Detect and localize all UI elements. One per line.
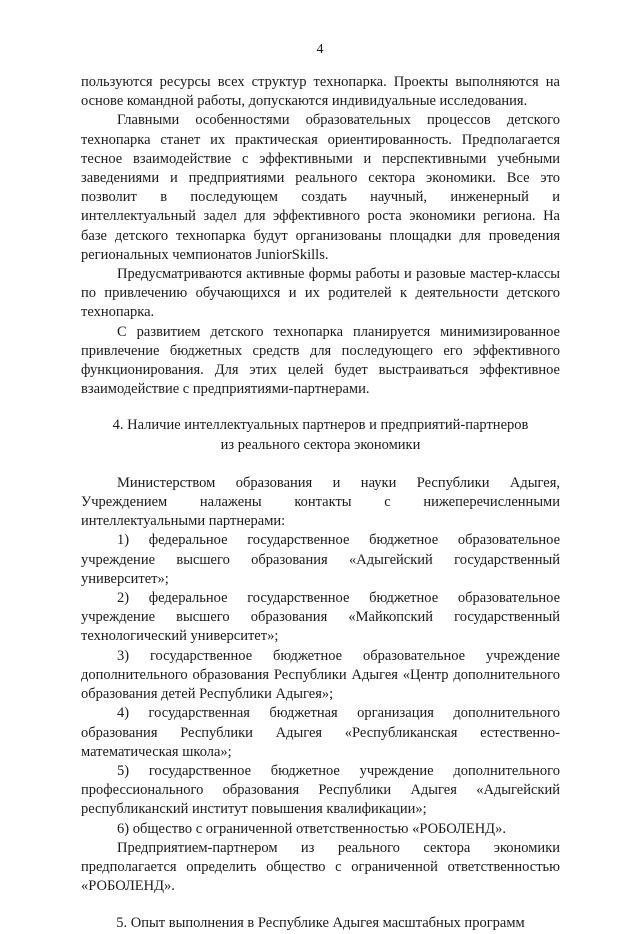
partner-item-4: 4) государственная бюджетная организация дополнительного образования Республики Адыгея «Республиканская естественно-математическая школа»; — [81, 705, 560, 760]
section-4-heading-line1: 4. Наличие интеллектуальных партнеров и предприятий-партнеров — [112, 417, 529, 434]
section-5-heading: 5. Опыт выполнения в Республике Адыгея масштабных программ — [116, 915, 525, 932]
paragraph-budget: С развитием детского технопарка планируется минимизированное привлечение бюджетных средств для последующего его эффективного функционирования. Для этих целей будет выстраиваться эффективное взаимодействие с предприятиями-партнерами. — [81, 323, 560, 398]
paragraph-continuation: пользуются ресурсы всех структур технопарка. Проекты выполняются на основе командной работы, допускаются индивидуальные исследования. — [81, 74, 560, 110]
partner-item-5: 5) государственное бюджетное учреждение дополнительного профессионального образования Республики Адыгея «Адыгейский республиканский институт повышения квалификации»; — [81, 762, 560, 818]
paragraph-masterclasses: Предусматриваются активные формы работы и разовые мастер-классы по привлечению обучающихся и их родителей к деятельности детского технопарка. — [81, 266, 560, 321]
section-4-heading — [81, 416, 560, 454]
section-4-heading-line2: из реального сектора экономики — [220, 436, 421, 453]
section-4-intro: Министерством образования и науки Республики Адыгея, Учреждением налажены контакты с нижеперечисленными интеллектуальными партнерами: — [81, 474, 560, 530]
paragraph-features: Главными особенностями образовательных процессов детского технопарка станет их практическая ориентированность. Предполагается тесное взаимодействие с эффективными и перспективными учебными заведениями и предприятиями реального сектора экономики. Все это позволит в последующем создать научный, инженерный и интеллектуальный задел для эффективного роста экономики региона. На базе детского технопарка будут организованы площадки для проведения региональных чемпионатов JuniorSkills. — [81, 112, 560, 263]
partner-item-2: 2) федеральное государственное бюджетное образовательное учреждение высшего образования «Майкопский государственный технологический университет»; — [81, 590, 560, 645]
partner-item-3: 3) государственное бюджетное образовательное учреждение дополнительного образования Республики Адыгея «Центр дополнительного образования детей Республики Адыгея»; — [81, 647, 560, 703]
partner-item-6: 6) общество с ограниченной ответственностью «РОБОЛЕНД». — [117, 820, 506, 837]
page-number: 4 — [316, 42, 324, 57]
partner-item-1: 1) федеральное государственное бюджетное образовательное учреждение высшего образования «Адыгейский государственный университет»; — [81, 532, 560, 587]
section-4-closing: Предприятием-партнером из реального сектора экономики предполагается определить общество с ограниченной ответственностью «РОБОЛЕНД». — [81, 839, 560, 895]
document-body — [81, 73, 560, 934]
